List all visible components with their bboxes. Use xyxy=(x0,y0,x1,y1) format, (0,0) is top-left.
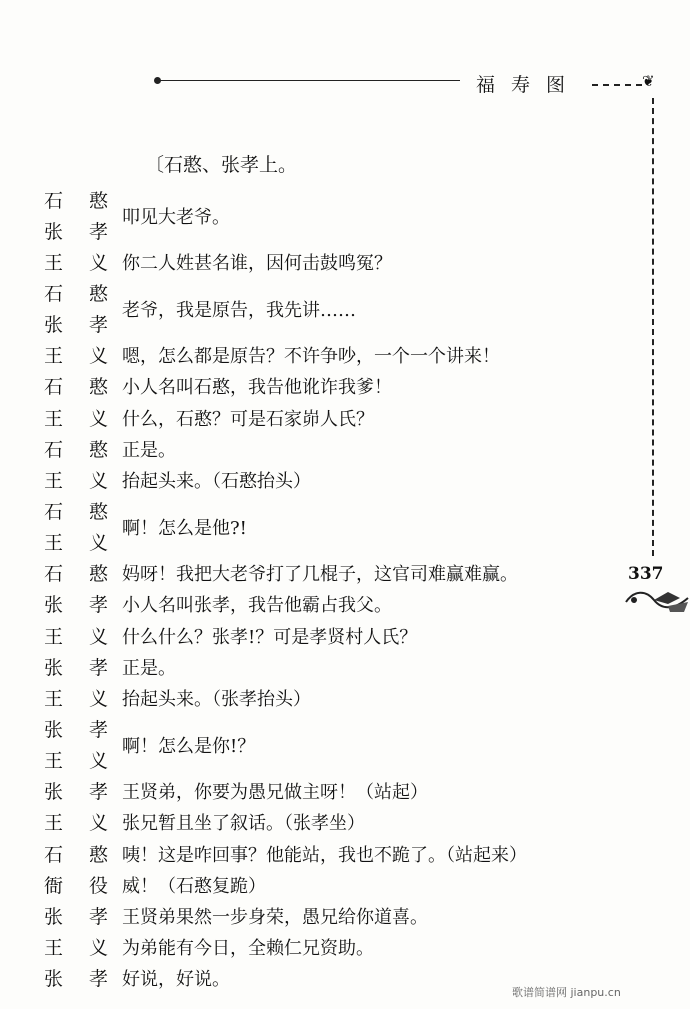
speaker-char: 憨 xyxy=(88,563,108,586)
speaker-char: 孝 xyxy=(88,656,108,679)
speaker-char: 石 xyxy=(44,501,64,524)
speaker-char: 孝 xyxy=(88,968,108,991)
speaker-name xyxy=(44,715,108,742)
dialogue-line: 好说，好说。 xyxy=(122,969,230,991)
dialogue-line: 抬起头来。（张孝抬头） xyxy=(122,689,311,710)
dialogue-line: 咦！这是咋回事？他能站，我也不跪了。（站起来） xyxy=(122,844,527,866)
speaker-name xyxy=(44,871,108,898)
dialogue-line: 抬起头来。（石憨抬头） xyxy=(122,471,311,492)
speaker-name xyxy=(44,559,108,586)
speaker-char: 张 xyxy=(44,594,64,617)
speaker-char: 役 xyxy=(88,874,108,897)
speaker-name xyxy=(44,248,108,275)
speaker-name xyxy=(44,372,108,399)
speaker-char: 憨 xyxy=(88,190,108,212)
speaker-name xyxy=(44,279,108,306)
speaker-char: 王 xyxy=(44,345,64,368)
speaker-char: 王 xyxy=(44,937,64,960)
header-rule xyxy=(160,80,460,81)
speaker-char: 憨 xyxy=(88,283,108,306)
dialogue-line: 什么什么？张孝!？可是孝贤村人氏？ xyxy=(122,626,418,648)
speaker-name xyxy=(44,653,108,680)
page-ornament-icon xyxy=(624,588,690,614)
dialogue-line: 啊！怎么是你!？ xyxy=(122,735,256,757)
speaker-name xyxy=(44,808,108,835)
dialogue-line: 老爷，我是原告，我先讲…… xyxy=(122,299,356,321)
speaker-name xyxy=(44,435,108,462)
speaker-char: 孝 xyxy=(88,594,108,617)
speaker-char: 义 xyxy=(88,407,108,430)
speaker-char: 憨 xyxy=(88,501,108,524)
speaker-name xyxy=(44,840,108,867)
speaker-name xyxy=(44,622,108,649)
speaker-char: 张 xyxy=(44,314,64,337)
speaker-char: 义 xyxy=(88,750,108,773)
speaker-char: 王 xyxy=(44,750,64,773)
speaker-name xyxy=(44,528,108,555)
side-dashed-rule xyxy=(652,98,654,556)
speaker-char: 孝 xyxy=(88,314,108,337)
speaker-char: 义 xyxy=(88,812,108,835)
speaker-char: 张 xyxy=(44,906,64,928)
speaker-name xyxy=(44,186,108,213)
speaker-char: 憨 xyxy=(88,376,108,399)
dialogue-line: 你二人姓甚名谁，因何击鼓鸣冤？ xyxy=(122,253,392,274)
dialogue-line: 王贤弟，你要为愚兄做主呀！（站起） xyxy=(122,782,428,804)
speaker-name xyxy=(44,777,108,804)
speaker-name xyxy=(44,964,108,991)
speaker-name xyxy=(44,310,108,337)
dialogue-line: 啊！怎么是他?! xyxy=(122,517,247,539)
speaker-char: 王 xyxy=(44,812,64,835)
watermark: 歌谱简谱网 jianpu.cn xyxy=(512,986,621,999)
dialogue-line: 叩见大老爷。 xyxy=(122,206,230,228)
speaker-char: 孝 xyxy=(88,221,108,244)
speaker-char: 王 xyxy=(44,625,64,648)
dialogue-line: 张兄暂且坐了叙话。（张孝坐） xyxy=(122,813,365,835)
speaker-char: 憨 xyxy=(88,438,108,461)
speaker-char: 张 xyxy=(44,781,64,804)
speaker-name xyxy=(44,590,108,617)
speaker-char: 义 xyxy=(88,345,108,368)
speaker-char: 衙 xyxy=(44,874,64,897)
speaker-char: 石 xyxy=(44,376,64,399)
speaker-name xyxy=(44,466,108,493)
speaker-char: 王 xyxy=(44,407,64,430)
speaker-char: 憨 xyxy=(88,843,108,866)
dialogue-line: 正是。 xyxy=(122,439,176,461)
speaker-char: 义 xyxy=(88,625,108,648)
speaker-char: 石 xyxy=(44,843,64,866)
dialogue-line: 威！（石憨复跪） xyxy=(122,875,266,897)
speaker-char: 石 xyxy=(44,190,64,212)
speaker-name xyxy=(44,684,108,711)
speaker-char: 王 xyxy=(44,688,64,710)
speaker-char: 石 xyxy=(44,283,64,306)
speaker-char: 孝 xyxy=(88,781,108,804)
dialogue-line: 小人名叫张孝，我告他霸占我父。 xyxy=(122,595,392,617)
speaker-name xyxy=(44,902,108,929)
speaker-char: 义 xyxy=(88,252,108,274)
speaker-name xyxy=(44,746,108,773)
speaker-char: 张 xyxy=(44,221,64,244)
speaker-char: 孝 xyxy=(88,719,108,742)
running-title: 福寿图 xyxy=(476,74,582,96)
header-dashed-rule xyxy=(592,84,642,86)
speaker-char: 石 xyxy=(44,438,64,461)
dialogue-line: 妈呀！我把大老爷打了几棍子，这官司难赢难赢。 xyxy=(122,564,518,586)
speaker-char: 义 xyxy=(88,532,108,555)
dialogue-line: 什么，石憨？可是石家峁人氏？ xyxy=(122,408,374,430)
speaker-char: 王 xyxy=(44,252,64,274)
speaker-name xyxy=(44,404,108,431)
speaker-name xyxy=(44,217,108,244)
dialogue-line: 为弟能有今日，全赖仁兄资助。 xyxy=(122,938,374,960)
speaker-char: 张 xyxy=(44,656,64,679)
dialogue-line: 正是。 xyxy=(122,657,176,679)
speaker-name xyxy=(44,497,108,524)
speaker-char: 义 xyxy=(88,688,108,710)
speaker-char: 义 xyxy=(88,470,108,492)
speaker-char: 石 xyxy=(44,563,64,586)
dialogue-line: 王贤弟果然一步身荣，愚兄给你道喜。 xyxy=(122,907,428,928)
speaker-name xyxy=(44,341,108,368)
speaker-char: 王 xyxy=(44,532,64,555)
speaker-char: 王 xyxy=(44,470,64,492)
speaker-char: 张 xyxy=(44,968,64,991)
stage-direction: 〔石憨、张孝上。 xyxy=(145,154,298,176)
corner-ornament-icon: ❦ xyxy=(642,72,655,90)
page-number: 337 xyxy=(628,564,664,584)
speaker-name xyxy=(44,933,108,960)
dialogue-line: 小人名叫石憨，我告他讹诈我爹！ xyxy=(122,377,392,399)
speaker-char: 孝 xyxy=(88,906,108,928)
speaker-char: 张 xyxy=(44,719,64,742)
speaker-char: 义 xyxy=(88,937,108,960)
dialogue-line: 嗯，怎么都是原告？不许争吵，一个一个讲来！ xyxy=(122,346,500,368)
